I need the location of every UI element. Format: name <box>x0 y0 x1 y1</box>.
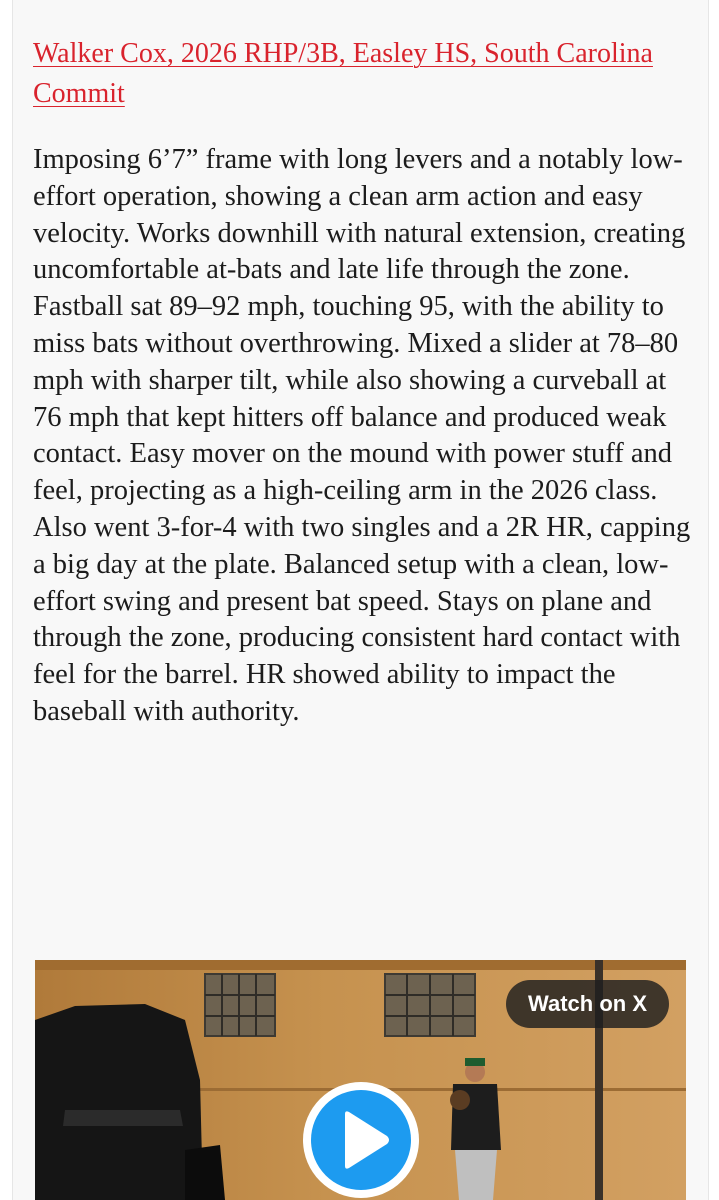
play-icon <box>339 1110 391 1170</box>
embedded-video[interactable] <box>35 960 686 1200</box>
scouting-report-text: Imposing 6’7” frame with long levers and a notably low-effort operation, showing a clean arm action and easy velocity. Works downhill with natural extension, creating uncomfortable at-bats and late life through the zone. Fastball sat 89–92 mph, touching 95, with the ability to miss bats without overthrowing. Mixed a slider at 78–80 mph with sharper tilt, while also showing a curveball at 76 mph that kept hitters off balance and produced weak contact. Easy mover on the mound with power stuff and feel, projecting as a high-ceiling arm in the 2026 class. Also went 3-for-4 with two singles and a 2R HR, capping a big day at the plate. Balanced setup with a clean, low-effort swing and present bat speed. Stays on plane and through the zone, producing consistent hard contact with feel for the barrel. HR showed ability to impact the baseball with authority. <box>33 144 691 727</box>
play-button[interactable] <box>303 1082 419 1198</box>
article-card <box>12 0 709 1200</box>
player-headline-link[interactable]: Walker Cox, 2026 RHP/3B, Easley HS, South Carolina Commit <box>33 38 653 109</box>
watch-on-x-button[interactable]: Watch on X <box>506 980 669 1028</box>
